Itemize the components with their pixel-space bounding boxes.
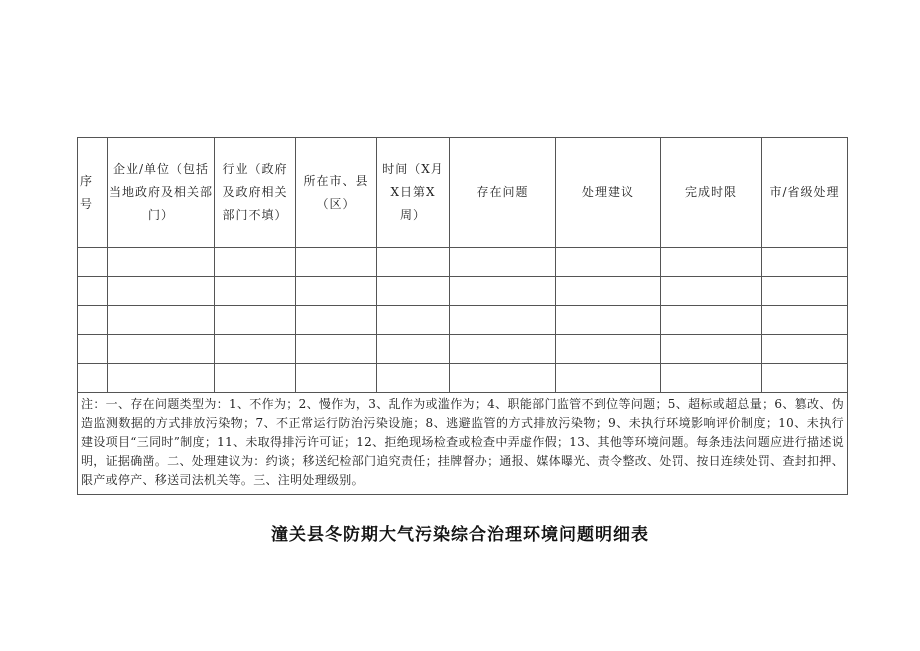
table-cell xyxy=(108,306,215,335)
table-cell xyxy=(762,335,848,364)
header-row xyxy=(78,138,848,248)
header-location-line-1: 所在市、县 xyxy=(303,173,369,188)
header-location xyxy=(296,138,377,248)
table-cell xyxy=(296,335,377,364)
table-cell xyxy=(556,364,661,393)
header-enterprise-line-1: 企业/单位（包括 xyxy=(112,162,210,176)
table-cell xyxy=(762,364,848,393)
table-cell xyxy=(78,248,108,277)
table-cell xyxy=(377,277,450,306)
table-cell xyxy=(296,364,377,393)
table-cell xyxy=(296,248,377,277)
table-cell xyxy=(661,364,762,393)
header-serial-line-2: 号 xyxy=(80,196,94,211)
table-row xyxy=(78,277,848,306)
header-issue-line-1: 存在问题 xyxy=(476,185,529,199)
header-handling xyxy=(762,138,848,248)
header-deadline-line-1: 完成时限 xyxy=(684,185,737,199)
page-title: 潼关县冬防期大气污染综合治理环境问题明细表 xyxy=(271,525,649,545)
table-cell xyxy=(78,306,108,335)
table-cell xyxy=(108,335,215,364)
table-row xyxy=(78,306,848,335)
empty-rows xyxy=(78,248,848,393)
table-cell xyxy=(215,248,296,277)
header-industry-line-3: 部门不填） xyxy=(222,208,288,222)
table-cell xyxy=(296,306,377,335)
header-industry-line-2: 及政府相关 xyxy=(222,185,288,199)
table-cell xyxy=(762,248,848,277)
table-cell xyxy=(450,364,556,393)
table-cell xyxy=(78,335,108,364)
table-cell xyxy=(661,306,762,335)
table-cell xyxy=(762,277,848,306)
table-cell xyxy=(377,335,450,364)
table-row xyxy=(78,335,848,364)
table-cell xyxy=(78,277,108,306)
table-cell xyxy=(215,277,296,306)
note-row xyxy=(78,393,848,495)
header-suggestion-line-1: 处理建议 xyxy=(581,185,634,199)
table-cell xyxy=(215,364,296,393)
header-serial-line-1: 序 xyxy=(80,173,94,188)
header-location-line-2: （区） xyxy=(316,196,356,211)
header-suggestion xyxy=(556,138,661,248)
header-handling-line-1: 市/省级处理 xyxy=(769,185,840,199)
header-serial xyxy=(78,138,108,248)
issue-detail-table xyxy=(77,137,848,495)
table-cell xyxy=(215,306,296,335)
table-row xyxy=(78,364,848,393)
table-cell xyxy=(661,248,762,277)
table-cell xyxy=(556,248,661,277)
table-cell xyxy=(377,248,450,277)
table-cell xyxy=(450,248,556,277)
table-cell xyxy=(296,277,377,306)
header-enterprise-line-2: 当地政府及相关部 xyxy=(108,185,213,199)
table-cell xyxy=(450,306,556,335)
table-cell xyxy=(450,277,556,306)
table-cell xyxy=(762,306,848,335)
table-cell xyxy=(78,364,108,393)
header-time xyxy=(377,138,450,248)
header-industry-line-1: 行业（政府 xyxy=(222,162,288,176)
table-cell xyxy=(108,277,215,306)
table-cell xyxy=(377,306,450,335)
table-cell xyxy=(108,248,215,277)
header-time-line-2: X日第X xyxy=(390,185,436,199)
header-enterprise xyxy=(108,138,215,248)
table-cell xyxy=(661,335,762,364)
header-time-line-1: 时间（X月 xyxy=(382,162,444,176)
table-row xyxy=(78,248,848,277)
header-industry xyxy=(215,138,296,248)
table-cell xyxy=(556,277,661,306)
table-cell xyxy=(215,335,296,364)
table-cell xyxy=(450,335,556,364)
table-cell xyxy=(556,335,661,364)
table-cell xyxy=(377,364,450,393)
table-cell xyxy=(661,277,762,306)
header-deadline xyxy=(661,138,762,248)
header-enterprise-line-3: 门） xyxy=(147,208,174,222)
table-cell xyxy=(556,306,661,335)
table-cell xyxy=(108,364,215,393)
note-text: 注：一、存在问题类型为：1、不作为；2、慢作为，3、乱作为或滥作为；4、职能部门监管不到位等问题；5、超标或超总量；6、篡改、伪造监测数据的方式排放污染物；7、不正常运行防治污染设施；8、逃避监管的方式排放污染物；9、未执行环境影响评价制度；10、未执行建设项目“三同时”制度；11、未取得排污许可证；12、拒绝现场检查或检查中弄虚作假；13、其他等环境问题。每条违法问题应进行描述说明，证据确凿。二、处理建议为：约谈；移送纪检部门追究责任；挂牌督办；通报、媒体曝光、责令整改、处罚、按日连续处罚、查封扣押、限产或停产、移送司法机关等。三、注明处理级别。 xyxy=(78,393,848,495)
header-issue xyxy=(450,138,556,248)
header-time-line-3: 周） xyxy=(399,208,426,222)
